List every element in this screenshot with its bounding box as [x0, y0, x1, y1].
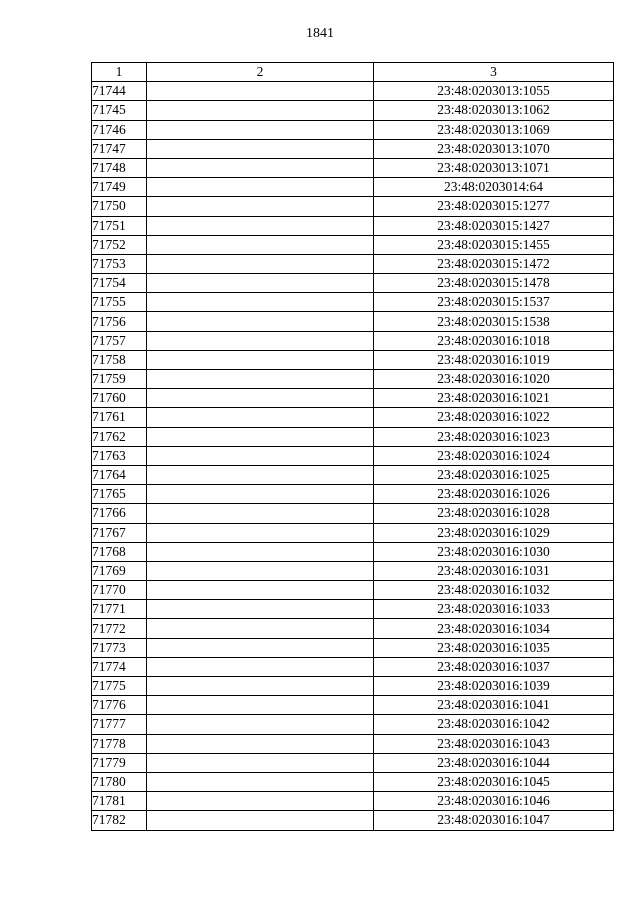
row-number-cell: 71748 — [92, 158, 147, 177]
table-row — [92, 504, 614, 523]
table-row — [92, 581, 614, 600]
empty-cell — [147, 504, 374, 523]
empty-cell — [147, 408, 374, 427]
cadastral-number-cell: 23:48:0203016:1035 — [374, 638, 614, 657]
page-number: 1841 — [306, 26, 334, 41]
table-row — [92, 638, 614, 657]
row-number-cell: 71781 — [92, 792, 147, 811]
table-row — [92, 293, 614, 312]
table-row — [92, 561, 614, 580]
table-row — [92, 734, 614, 753]
row-number-cell: 71777 — [92, 715, 147, 734]
table-row — [92, 158, 614, 177]
empty-cell — [147, 389, 374, 408]
row-number-cell: 71751 — [92, 216, 147, 235]
table-row — [92, 178, 614, 197]
table-row — [92, 753, 614, 772]
table-row — [92, 772, 614, 791]
cadastral-number-cell: 23:48:0203016:1034 — [374, 619, 614, 638]
empty-cell — [147, 101, 374, 120]
table-row — [92, 408, 614, 427]
row-number-cell: 71767 — [92, 523, 147, 542]
row-number-cell: 71770 — [92, 581, 147, 600]
empty-cell — [147, 753, 374, 772]
row-number-cell: 71745 — [92, 101, 147, 120]
table-row — [92, 139, 614, 158]
table-row — [92, 216, 614, 235]
row-number-cell: 71764 — [92, 465, 147, 484]
empty-cell — [147, 523, 374, 542]
empty-cell — [147, 485, 374, 504]
cadastral-number-cell: 23:48:0203016:1022 — [374, 408, 614, 427]
cadastral-number-cell: 23:48:0203015:1478 — [374, 274, 614, 293]
row-number-cell: 71765 — [92, 485, 147, 504]
table-row — [92, 197, 614, 216]
cadastral-number-cell: 23:48:0203013:1062 — [374, 101, 614, 120]
cadastral-number-cell: 23:48:0203014:64 — [374, 178, 614, 197]
empty-cell — [147, 772, 374, 791]
cadastral-number-cell: 23:48:0203016:1043 — [374, 734, 614, 753]
row-number-cell: 71772 — [92, 619, 147, 638]
cadastral-number-cell: 23:48:0203016:1029 — [374, 523, 614, 542]
table-row — [92, 101, 614, 120]
table-row — [92, 465, 614, 484]
table-row — [92, 82, 614, 101]
cadastral-number-cell: 23:48:0203016:1033 — [374, 600, 614, 619]
empty-cell — [147, 197, 374, 216]
empty-cell — [147, 792, 374, 811]
header-cell-2: 2 — [147, 63, 374, 82]
row-number-cell: 71757 — [92, 331, 147, 350]
cadastral-number-cell: 23:48:0203013:1069 — [374, 120, 614, 139]
cadastral-number-cell: 23:48:0203016:1020 — [374, 370, 614, 389]
row-number-cell: 71782 — [92, 811, 147, 830]
table-row — [92, 446, 614, 465]
table-row — [92, 715, 614, 734]
empty-cell — [147, 254, 374, 273]
cadastral-number-cell: 23:48:0203016:1030 — [374, 542, 614, 561]
empty-cell — [147, 581, 374, 600]
header-cell-1: 1 — [92, 63, 147, 82]
cadastral-number-cell: 23:48:0203015:1427 — [374, 216, 614, 235]
empty-cell — [147, 465, 374, 484]
empty-cell — [147, 82, 374, 101]
cadastral-number-cell: 23:48:0203015:1537 — [374, 293, 614, 312]
row-number-cell: 71771 — [92, 600, 147, 619]
cadastral-number-cell: 23:48:0203015:1538 — [374, 312, 614, 331]
row-number-cell: 71744 — [92, 82, 147, 101]
cadastral-number-cell: 23:48:0203016:1044 — [374, 753, 614, 772]
empty-cell — [147, 446, 374, 465]
row-number-cell: 71760 — [92, 389, 147, 408]
table-row — [92, 523, 614, 542]
cadastral-number-cell: 23:48:0203016:1037 — [374, 657, 614, 676]
empty-cell — [147, 715, 374, 734]
empty-cell — [147, 657, 374, 676]
empty-cell — [147, 619, 374, 638]
cadastral-number-cell: 23:48:0203015:1277 — [374, 197, 614, 216]
row-number-cell: 71774 — [92, 657, 147, 676]
table-header — [92, 63, 614, 82]
cadastral-number-cell: 23:48:0203013:1070 — [374, 139, 614, 158]
cadastral-number-cell: 23:48:0203016:1047 — [374, 811, 614, 830]
cadastral-number-cell: 23:48:0203016:1018 — [374, 331, 614, 350]
row-number-cell: 71750 — [92, 197, 147, 216]
empty-cell — [147, 677, 374, 696]
cadastral-number-cell: 23:48:0203013:1071 — [374, 158, 614, 177]
row-number-cell: 71763 — [92, 446, 147, 465]
cadastral-number-cell: 23:48:0203016:1021 — [374, 389, 614, 408]
row-number-cell: 71768 — [92, 542, 147, 561]
row-number-cell: 71769 — [92, 561, 147, 580]
table-row — [92, 120, 614, 139]
cadastral-number-cell: 23:48:0203016:1025 — [374, 465, 614, 484]
row-number-cell: 71779 — [92, 753, 147, 772]
row-number-cell: 71778 — [92, 734, 147, 753]
empty-cell — [147, 811, 374, 830]
table-row — [92, 657, 614, 676]
row-number-cell: 71766 — [92, 504, 147, 523]
row-number-cell: 71776 — [92, 696, 147, 715]
table-row — [92, 696, 614, 715]
row-number-cell: 71747 — [92, 139, 147, 158]
row-number-cell: 71775 — [92, 677, 147, 696]
table-row — [92, 542, 614, 561]
cadastral-number-cell: 23:48:0203016:1031 — [374, 561, 614, 580]
cadastral-number-cell: 23:48:0203016:1023 — [374, 427, 614, 446]
table-row — [92, 600, 614, 619]
table-row — [92, 677, 614, 696]
empty-cell — [147, 178, 374, 197]
cadastral-number-cell: 23:48:0203016:1028 — [374, 504, 614, 523]
empty-cell — [147, 331, 374, 350]
row-number-cell: 71759 — [92, 370, 147, 389]
header-cell-3: 3 — [374, 63, 614, 82]
row-number-cell: 71755 — [92, 293, 147, 312]
row-number-cell: 71756 — [92, 312, 147, 331]
cadastral-number-cell: 23:48:0203015:1472 — [374, 254, 614, 273]
table-row — [92, 274, 614, 293]
table-row — [92, 619, 614, 638]
cadastral-number-cell: 23:48:0203016:1024 — [374, 446, 614, 465]
empty-cell — [147, 561, 374, 580]
row-number-cell: 71780 — [92, 772, 147, 791]
table-row — [92, 485, 614, 504]
cadastral-number-cell: 23:48:0203016:1042 — [374, 715, 614, 734]
header-row — [92, 63, 614, 82]
empty-cell — [147, 235, 374, 254]
table-row — [92, 312, 614, 331]
empty-cell — [147, 427, 374, 446]
cadastral-number-cell: 23:48:0203015:1455 — [374, 235, 614, 254]
row-number-cell: 71746 — [92, 120, 147, 139]
registry-table — [91, 62, 614, 831]
cadastral-number-cell: 23:48:0203016:1032 — [374, 581, 614, 600]
row-number-cell: 71754 — [92, 274, 147, 293]
table-row — [92, 811, 614, 830]
table-row — [92, 389, 614, 408]
empty-cell — [147, 120, 374, 139]
empty-cell — [147, 274, 374, 293]
empty-cell — [147, 638, 374, 657]
empty-cell — [147, 312, 374, 331]
empty-cell — [147, 158, 374, 177]
table-row — [92, 370, 614, 389]
cadastral-number-cell: 23:48:0203016:1039 — [374, 677, 614, 696]
table-row — [92, 350, 614, 369]
table-row — [92, 792, 614, 811]
empty-cell — [147, 350, 374, 369]
row-number-cell: 71753 — [92, 254, 147, 273]
table-body — [92, 82, 614, 830]
table-row — [92, 427, 614, 446]
empty-cell — [147, 139, 374, 158]
empty-cell — [147, 216, 374, 235]
row-number-cell: 71761 — [92, 408, 147, 427]
row-number-cell: 71758 — [92, 350, 147, 369]
cadastral-number-cell: 23:48:0203016:1026 — [374, 485, 614, 504]
table-row — [92, 331, 614, 350]
empty-cell — [147, 696, 374, 715]
cadastral-number-cell: 23:48:0203016:1041 — [374, 696, 614, 715]
row-number-cell: 71752 — [92, 235, 147, 254]
row-number-cell: 71762 — [92, 427, 147, 446]
table-row — [92, 235, 614, 254]
empty-cell — [147, 542, 374, 561]
cadastral-number-cell: 23:48:0203016:1046 — [374, 792, 614, 811]
row-number-cell: 71773 — [92, 638, 147, 657]
empty-cell — [147, 734, 374, 753]
row-number-cell: 71749 — [92, 178, 147, 197]
cadastral-number-cell: 23:48:0203016:1019 — [374, 350, 614, 369]
empty-cell — [147, 370, 374, 389]
cadastral-number-cell: 23:48:0203013:1055 — [374, 82, 614, 101]
empty-cell — [147, 600, 374, 619]
table-row — [92, 254, 614, 273]
cadastral-number-cell: 23:48:0203016:1045 — [374, 772, 614, 791]
empty-cell — [147, 293, 374, 312]
